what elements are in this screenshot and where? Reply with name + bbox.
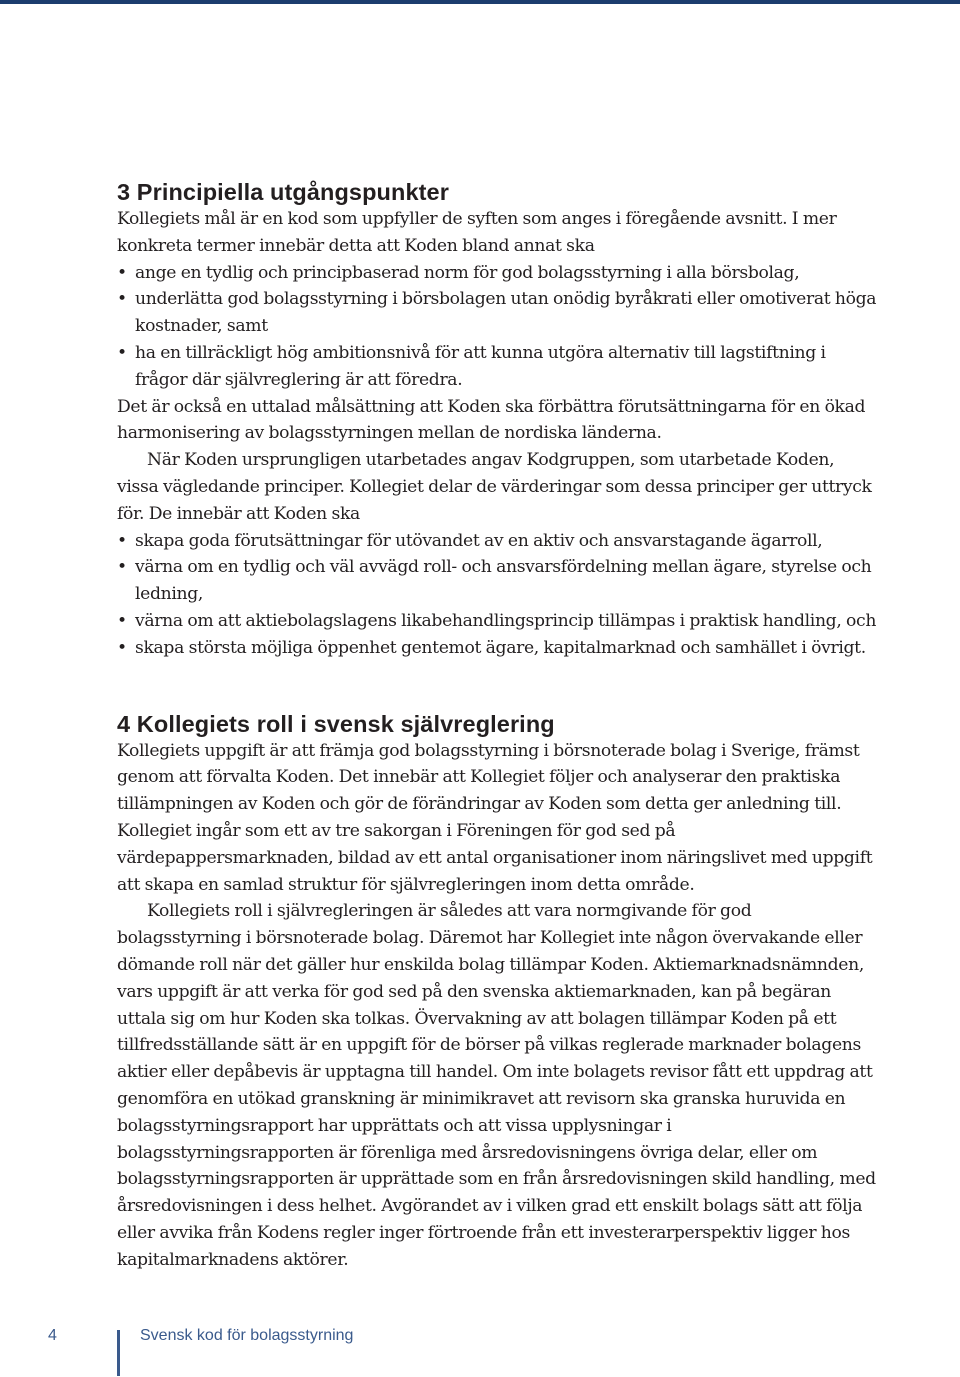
list-item-text: skapa goda förutsättningar för utövandet av en aktiv och ansvarstagande ägarroll, [135,530,823,551]
list-item [117,286,877,340]
list-item [117,635,877,662]
section-principles [117,178,877,662]
page-content [117,178,877,1273]
footer-divider [117,1330,120,1376]
paragraph: Det är också en uttalad målsättning att Koden ska förbättra förutsättningarna för en ökad harmonisering av bolagsstyrningen mellan de nordiska länderna. [117,396,866,444]
bullet-icon: • [117,530,127,551]
paragraph: Kollegiets mål är en kod som uppfyller de syften som anges i föregående avsnitt. I mer konkreta termer innebär detta att Koden bland annat ska [117,209,837,256]
bullet-icon: • [117,262,127,283]
section-role [117,710,877,1274]
list-item [117,608,877,635]
footer-title: Svensk kod för bolagsstyrning [140,1327,354,1344]
list-item-text: skapa största möjliga öppenhet gentemot ägare, kapitalmarknad och samhället i övrigt. [135,637,866,658]
list-item-text: värna om att aktiebolagslagens likabehandlingsprincip tillämpas i praktisk handling, och [135,610,877,631]
top-rule [0,0,960,4]
list-item-text: ange en tydlig och principbaserad norm för god bolagsstyrning i alla börsbolag, [135,262,800,283]
bullet-icon: • [117,342,127,363]
bullet-icon: • [117,557,127,578]
list-item [117,554,877,608]
list-item-text: ha en tillräckligt hög ambitionsnivå för att kunna utgöra alternativ till lagstiftning i frågor där självreglering är att föredra. [135,342,826,390]
list-item-text: värna om en tydlig och väl avvägd roll- och ansvarsfördelning mellan ägare, styrelse och ledning, [135,557,872,605]
paragraph: Kollegiets uppgift är att främja god bolagsstyrning i börsnoterade bolag i Sverige, främst genom att förvalta Koden. Det innebär att Kollegiet följer och analyserar den praktiska tillämpningen av Koden och gör de förändringar av Koden som detta ger anledning till. Kollegiet ingår som ett av tre sakorgan i Föreningen för god sed på värdepappersmarknaden, bildad av ett antal organisationer inom näringslivet med uppgift att skapa en samlad struktur för självregleringen inom detta område. [117,740,873,895]
list-item [117,528,877,555]
bullet-icon: • [117,637,127,658]
bullet-icon: • [117,610,127,631]
section-heading: 4 Kollegiets roll i svensk självreglering [117,710,555,737]
bullet-list [117,528,877,662]
page-number: 4 [48,1327,57,1344]
paragraph: Kollegiets roll i självregleringen är således att vara normgivande för god bolagsstyrning i börsnoterade bolag. Däremot har Kollegiet inte någon övervakande eller dömande roll när det gäller hur enskilda bolag tillämpar Koden. Aktiemarknadsnämnden, vars uppgift är att verka för god sed på den svenska aktiemarknaden, kan på begäran uttala sig om hur Koden ska tolkas. Övervakning av att bolagen tillämpar Koden på ett tillfredsställande sätt är en uppgift för de börser på vilkas reglerade marknader bolagens aktier eller depåbevis är upptagna till handel. Om inte bolagets revisor fått ett uppdrag att genomföra en utökad granskning är minimikravet att revisorn ska granska huruvida en bolagsstyrningsrapport har upprättats och att vissa upplysningar i bolagsstyrningsrapporten är förenliga med årsredovisningens övriga delar, eller om bolagsstyrningsrapporten är upprättade som en från årsredovisningen skild handling, med årsredovisningen i dess helhet. Avgörandet av i vilken grad ett enskilt bolags sätt att följa eller avvika från Kodens regler inger förtroende från ett investerarperspektiv ligger hos kapitalmarknadens aktörer. [117,901,876,1270]
paragraph: När Koden ursprungligen utarbetades angav Kodgruppen, som utarbetade Koden, vissa vägledande principer. Kollegiet delar de värderingar som dessa principer ger uttryck för. De innebär att Koden ska [117,450,872,524]
section-heading: 3 Principiella utgångspunkter [117,179,449,205]
list-item [117,340,877,394]
list-item-text: underlätta god bolagsstyrning i börsbolagen utan onödig byråkrati eller omotiverat höga kostnader, samt [135,289,877,337]
bullet-icon: • [117,289,127,310]
list-item [117,260,877,287]
bullet-list [117,260,877,394]
